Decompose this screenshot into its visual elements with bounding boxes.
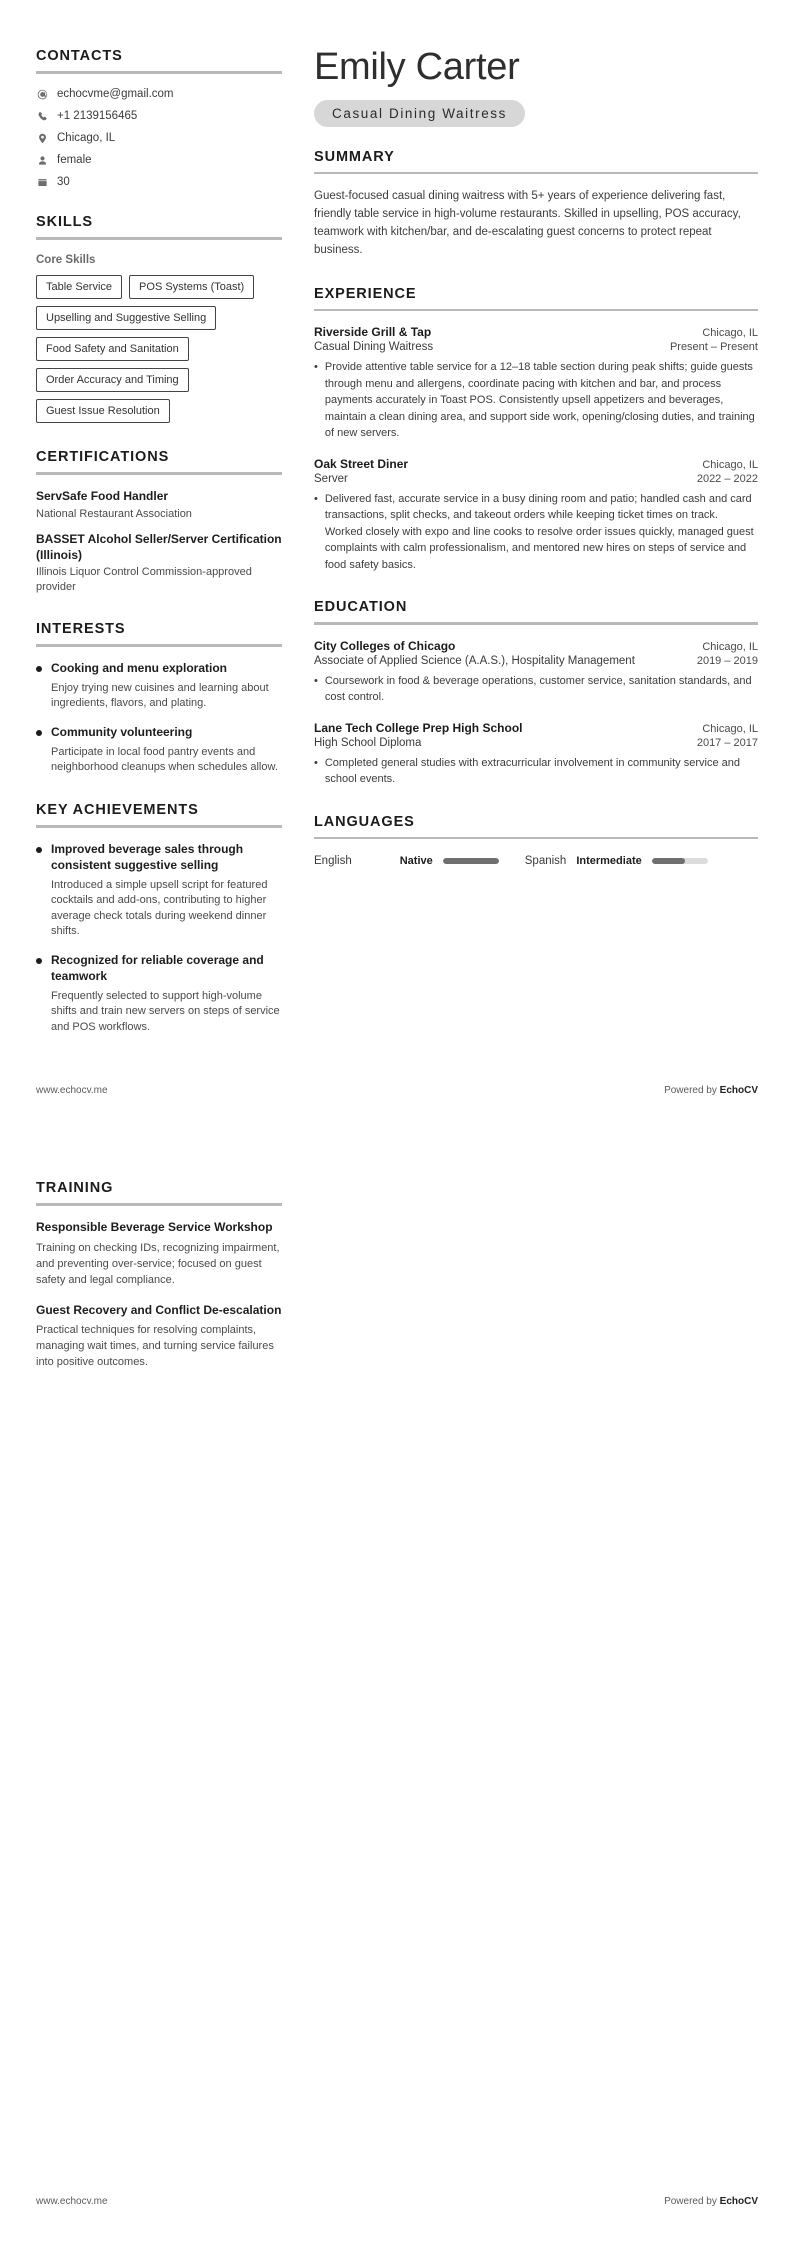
education-bullets xyxy=(314,673,758,706)
footer-brand: EchoCV xyxy=(719,2196,758,2207)
education-dates: 2017 – 2017 xyxy=(696,736,758,749)
languages-divider xyxy=(314,837,758,840)
education-bullets xyxy=(314,755,758,788)
section-contacts xyxy=(36,48,282,188)
skills-divider xyxy=(36,237,282,240)
section-interests xyxy=(36,621,282,776)
training-name: Responsible Beverage Service Workshop xyxy=(36,1220,273,1234)
experience-bullets xyxy=(314,491,758,574)
education-org: Lane Tech College Prep High School xyxy=(314,720,523,735)
experience-bullet-text: Provide attentive table service for a 12–18 table section during peak shifts; guide guests through menu and allergens, coordinate pacing with kitchen and bar, and process payments accurately in Toast POS. Consistently upsell appetizers and beverages, maintain a clean dining area, and support side work, opening/closing duties, and training of new servers. xyxy=(324,361,755,440)
experience-bullets xyxy=(314,359,758,442)
right-column xyxy=(304,48,758,893)
summary-text: Guest-focused casual dining waitress with 5+ years of experience delivering fast, friendly table service in high-volume restaurants. Skilled in upselling, POS accuracy, teamwork with kitchen/bar, and de-escalating guest concerns to protect repeat business. xyxy=(314,190,741,256)
certification-org: National Restaurant Association xyxy=(36,508,192,521)
achievement-title: Recognized for reliable coverage and teamwork xyxy=(51,952,264,983)
interests-heading: INTERESTS xyxy=(36,620,126,637)
contact-email-value: echocvme@gmail.com xyxy=(57,88,174,100)
achievement-item xyxy=(36,842,282,940)
interest-desc: Participate in local food pantry events and neighborhood cleanups when schedules allow. xyxy=(51,745,278,774)
footer-powered-prefix: Powered by xyxy=(664,2196,720,2207)
section-certifications xyxy=(36,449,282,594)
contacts-heading: CONTACTS xyxy=(36,48,123,64)
skills-heading: SKILLS xyxy=(36,214,93,230)
training-item xyxy=(36,1220,282,1289)
experience-org: Riverside Grill & Tap xyxy=(314,325,432,340)
language-item xyxy=(314,855,499,867)
interest-title: Cooking and menu exploration xyxy=(51,660,228,675)
language-level: Intermediate xyxy=(576,855,642,868)
experience-location: Chicago, IL xyxy=(702,327,758,340)
bullet-dot-icon xyxy=(36,730,42,736)
education-bullet-text: Coursework in food & beverage operations, customer service, sanitation standards, and cost control. xyxy=(324,674,752,704)
education-bullet-text: Completed general studies with extracurricular involvement in community service and school events. xyxy=(324,756,740,786)
education-org: City Colleges of Chicago xyxy=(314,638,456,653)
skill-tag: POS Systems (Toast) xyxy=(129,275,254,299)
contact-gender xyxy=(36,154,282,166)
skill-tag: Upselling and Suggestive Selling xyxy=(36,306,216,330)
experience-dates: Present – Present xyxy=(669,341,758,354)
experience-bullet xyxy=(314,491,758,574)
training-desc: Training on checking IDs, recognizing impairment, and preventing over-service; focused on guest safety and legal compliance. xyxy=(36,1241,280,1286)
experience-divider xyxy=(314,309,758,312)
bullet-marker-icon: • xyxy=(314,674,318,687)
footer-website[interactable]: www.echocv.me xyxy=(36,2196,108,2207)
language-proficiency-meter xyxy=(443,858,499,864)
bullet-marker-icon: • xyxy=(314,361,318,374)
achievements-divider xyxy=(36,825,282,828)
contact-location-value: Chicago, IL xyxy=(57,132,116,144)
section-summary xyxy=(314,149,758,260)
experience-org: Oak Street Diner xyxy=(314,456,409,471)
footer-brand: EchoCV xyxy=(719,1085,758,1096)
certifications-heading: CERTIFICATIONS xyxy=(36,449,170,466)
contact-phone[interactable] xyxy=(36,110,282,122)
contact-age xyxy=(36,176,282,188)
contacts-divider xyxy=(36,71,282,74)
summary-heading: SUMMARY xyxy=(314,148,395,165)
education-bullet xyxy=(314,755,758,788)
person-icon xyxy=(36,154,48,166)
education-bullet xyxy=(314,673,758,706)
training-divider xyxy=(36,1203,282,1206)
footer-website[interactable]: www.echocv.me xyxy=(36,1085,108,1096)
training-name: Guest Recovery and Conflict De-escalation xyxy=(36,1302,282,1317)
experience-role: Server xyxy=(314,472,348,485)
certification-item xyxy=(36,532,282,595)
section-experience xyxy=(314,286,758,574)
achievement-desc: Introduced a simple upsell script for featured cocktails and add-ons, contributing to higher average check totals during weekend dinner shifts. xyxy=(51,878,268,938)
contact-email[interactable] xyxy=(36,88,282,100)
education-location: Chicago, IL xyxy=(702,640,758,653)
contact-phone-value: +1 2139156465 xyxy=(57,110,138,122)
education-entry xyxy=(314,721,758,788)
phone-icon xyxy=(36,110,48,122)
achievement-desc: Frequently selected to support high-volume shifts and train new servers on steps of service and POS workflows. xyxy=(51,989,280,1033)
language-proficiency-meter xyxy=(652,858,708,864)
language-item xyxy=(525,855,708,867)
summary-divider xyxy=(314,172,758,175)
bullet-dot-icon xyxy=(36,847,42,853)
certifications-divider xyxy=(36,472,282,475)
interest-desc: Enjoy trying new cuisines and learning about ingredients, flavors, and plating. xyxy=(51,681,269,710)
language-name: English xyxy=(314,855,352,868)
interest-title: Community volunteering xyxy=(51,724,193,739)
achievement-item xyxy=(36,953,282,1035)
footer-powered-prefix: Powered by xyxy=(664,1085,720,1096)
skill-tag: Order Accuracy and Timing xyxy=(36,368,189,392)
footer-powered-by xyxy=(664,1085,758,1096)
calendar-icon xyxy=(36,176,48,188)
bullet-dot-icon xyxy=(36,958,42,964)
certification-item xyxy=(36,489,282,521)
role-badge: Casual Dining Waitress xyxy=(314,100,525,127)
skill-tag: Food Safety and Sanitation xyxy=(36,337,189,361)
page-title: Emily Carter xyxy=(314,46,520,88)
language-name: Spanish xyxy=(524,855,567,868)
education-dates: 2019 – 2019 xyxy=(696,654,758,667)
experience-dates: 2022 – 2022 xyxy=(696,472,758,485)
contact-age-value: 30 xyxy=(57,176,70,188)
achievement-title: Improved beverage sales through consistent suggestive selling xyxy=(51,841,244,872)
section-training xyxy=(36,1180,282,1371)
left-column xyxy=(36,48,304,1061)
page-footer-2 xyxy=(36,2196,758,2207)
skills-group-label: Core Skills xyxy=(36,254,96,266)
interest-item xyxy=(36,661,282,712)
skill-tag-list xyxy=(36,275,282,423)
at-icon xyxy=(36,88,48,100)
education-entry xyxy=(314,639,758,706)
education-heading: EDUCATION xyxy=(314,599,408,616)
experience-entry xyxy=(314,457,758,574)
education-degree: High School Diploma xyxy=(314,736,422,749)
interests-divider xyxy=(36,644,282,647)
bullet-dot-icon xyxy=(36,666,42,672)
bullet-marker-icon: • xyxy=(314,492,318,505)
training-heading: TRAINING xyxy=(36,1180,114,1196)
training-item xyxy=(36,1303,282,1372)
skill-tag: Guest Issue Resolution xyxy=(36,399,170,423)
certification-name: ServSafe Food Handler xyxy=(36,489,169,504)
language-level: Native xyxy=(399,855,433,868)
certification-org: Illinois Liquor Control Commission-approved provider xyxy=(36,566,252,593)
left-column-page2 xyxy=(36,1180,304,1397)
training-desc: Practical techniques for resolving complaints, managing wait times, and turning service failures into positive outcomes. xyxy=(36,1324,274,1369)
resume-sheet-1 xyxy=(0,0,794,1096)
section-education xyxy=(314,599,758,788)
languages-heading: LANGUAGES xyxy=(314,813,415,830)
languages-list xyxy=(314,853,758,867)
achievements-heading: KEY ACHIEVEMENTS xyxy=(36,801,199,818)
education-degree: Associate of Applied Science (A.A.S.), Hospitality Management xyxy=(314,654,635,667)
section-languages xyxy=(314,814,758,868)
bullet-marker-icon: • xyxy=(314,756,318,769)
contact-gender-value: female xyxy=(57,154,92,166)
education-location: Chicago, IL xyxy=(702,722,758,735)
contact-location xyxy=(36,132,282,144)
section-skills xyxy=(36,214,282,423)
experience-heading: EXPERIENCE xyxy=(314,285,417,302)
page-footer-1 xyxy=(36,1085,758,1096)
section-key-achievements xyxy=(36,802,282,1036)
resume-sheet-2 xyxy=(0,1180,794,1397)
skill-tag: Table Service xyxy=(36,275,122,299)
experience-bullet-text: Delivered fast, accurate service in a busy dining room and patio; handled cash and card transactions, split checks, and takeout orders while keeping ticket times on track. Worked closely with expo and line cooks to resolve order issues quickly, managed guest complaints with calm professionalism, and mentored new hires on steps of service and food safety basics. xyxy=(324,492,754,571)
experience-bullet xyxy=(314,359,758,442)
footer-powered-by xyxy=(664,2196,758,2207)
interest-item xyxy=(36,725,282,776)
experience-role: Casual Dining Waitress xyxy=(314,341,434,354)
education-divider xyxy=(314,622,758,625)
location-pin-icon xyxy=(36,132,48,144)
certification-name: BASSET Alcohol Seller/Server Certification (Illinois) xyxy=(36,531,282,562)
experience-location: Chicago, IL xyxy=(702,458,758,471)
experience-entry xyxy=(314,325,758,442)
